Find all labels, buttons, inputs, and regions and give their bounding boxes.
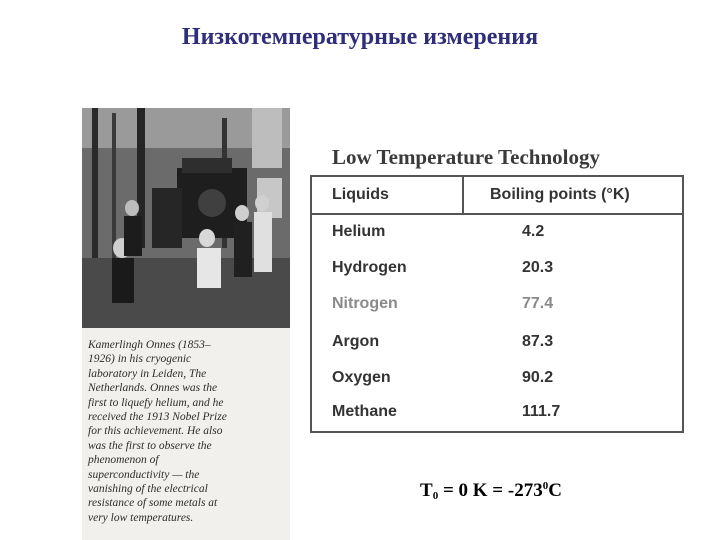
caption-line: very low temperatures. <box>88 511 194 524</box>
table-header <box>312 177 682 215</box>
column-header-liquids: Liquids <box>332 186 389 203</box>
formula-t: T <box>420 480 433 501</box>
liquid-name: Hydrogen <box>332 259 407 276</box>
boiling-point: 90.2 <box>522 369 554 386</box>
caption-line: vanishing of the electrical <box>88 483 208 496</box>
column-header-boiling-points: Boiling points (°K) <box>490 186 630 203</box>
caption-line: received the 1913 Nobel Prize <box>88 411 227 424</box>
liquid-name: Oxygen <box>332 369 391 386</box>
boiling-point: 77.4 <box>522 295 554 312</box>
liquid-name: Argon <box>332 333 380 350</box>
formula-middle: = 0 K = -273 <box>438 480 543 501</box>
photo-block <box>82 108 290 540</box>
absolute-zero-formula <box>420 480 562 502</box>
table-row <box>312 361 682 397</box>
caption-line: laboratory in Leiden, The <box>88 367 207 380</box>
liquid-name: Methane <box>332 403 397 420</box>
boiling-point: 111.7 <box>522 403 561 420</box>
boiling-point: 87.3 <box>522 333 554 350</box>
table-row <box>312 325 682 361</box>
header-divider <box>462 177 464 213</box>
formula-unit: C <box>548 480 562 501</box>
boiling-point: 4.2 <box>522 223 545 240</box>
caption-line: first to liquefy helium, and he <box>88 396 224 409</box>
table-title: Low Temperature Technology <box>332 145 600 169</box>
caption-line: for this achievement. He also <box>88 425 223 438</box>
caption-line: superconductivity — the <box>88 468 200 481</box>
caption-line: was the first to observe the <box>88 439 212 452</box>
caption-line: 1926) in his cryogenic <box>88 353 192 366</box>
table-row <box>312 395 682 431</box>
liquid-name: Nitrogen <box>332 295 398 312</box>
boiling-points-table <box>310 175 684 433</box>
formula-degree: 0 <box>542 480 549 492</box>
slide-title: Низкотемпературные измерения <box>181 24 539 50</box>
table-row <box>312 215 682 251</box>
photo-caption <box>88 338 286 525</box>
laboratory-photo <box>82 108 290 328</box>
caption-line: Netherlands. Onnes was the <box>88 382 218 395</box>
table-row <box>312 251 682 287</box>
caption-line: Kamerlingh Onnes (1853– <box>88 339 211 351</box>
liquid-name: Helium <box>332 223 386 240</box>
table-row <box>312 287 682 323</box>
caption-line: phenomenon of <box>88 454 159 467</box>
formula-t-subscript: 0 <box>432 490 439 502</box>
boiling-point: 20.3 <box>522 259 554 276</box>
caption-line: resistance of some metals at <box>88 497 218 510</box>
